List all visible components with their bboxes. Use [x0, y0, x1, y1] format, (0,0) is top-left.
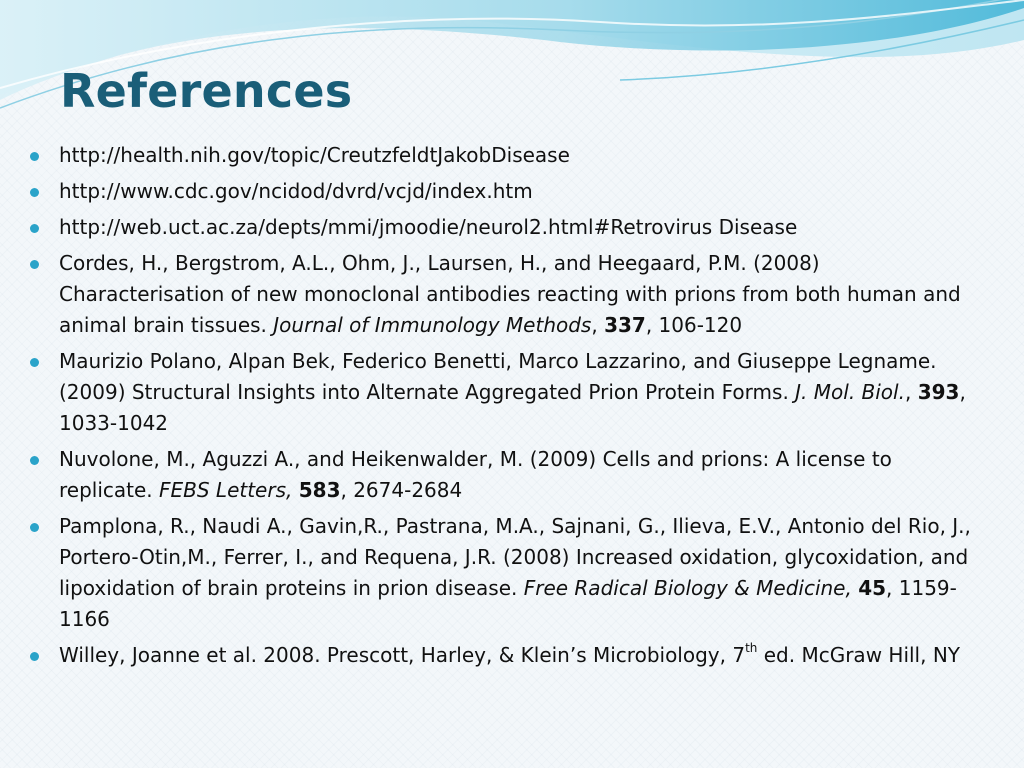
reference-item-nuvolone — [0, 444, 1024, 506]
bullet-icon — [30, 523, 39, 532]
reference-authors: Pamplona, R., Naudi A., Gavin,R., Pastrana, M.A., Sajnani, G., Ilieva, E.V., Antonio del Rio, J., Portero-Otin,M., Ferrer, I., and Requena, J.R. (2008) Increased oxidation, glycoxidation, and lipoxidation of brain proteins in prion disease. — [59, 514, 971, 600]
reference-journal: FEBS Letters, — [159, 478, 293, 502]
reference-volume: 337 — [604, 313, 646, 337]
reference-item-cdc — [0, 176, 1024, 207]
reference-pages: , 106-120 — [645, 313, 743, 337]
reference-item-uct — [0, 212, 1024, 243]
reference-separator: , — [591, 313, 605, 337]
bullet-icon — [30, 652, 39, 661]
reference-authors: Nuvolone, M., Aguzzi A., and Heikenwalder, M. (2009) Cells and prions: A license to replicate. — [59, 447, 892, 502]
bullet-icon — [30, 260, 39, 269]
reference-authors: Maurizio Polano, Alpan Bek, Federico Benetti, Marco Lazzarino, and Giuseppe Legname. (2009) Structural Insights into Alternate Aggregated Prion Protein Forms. — [59, 349, 937, 404]
reference-item-nih — [0, 140, 1024, 171]
reference-url: http://web.uct.ac.za/depts/mmi/jmoodie/neurol2.html#Retrovirus Disease — [59, 215, 798, 239]
references-list — [0, 140, 1024, 676]
bullet-icon — [30, 358, 39, 367]
reference-url: http://health.nih.gov/topic/CreutzfeldtJakobDisease — [59, 143, 570, 167]
reference-item-willey — [0, 640, 1024, 671]
reference-journal: J. Mol. Biol. — [795, 380, 905, 404]
reference-text-end: ed. McGraw Hill, NY — [757, 643, 961, 667]
reference-journal: Journal of Immunology Methods — [273, 313, 592, 337]
page-title: References — [60, 64, 353, 118]
bullet-icon — [30, 456, 39, 465]
reference-pages: , 1033-1042 — [59, 380, 966, 435]
bullet-icon — [30, 224, 39, 233]
reference-superscript: th — [745, 641, 758, 656]
reference-url: http://www.cdc.gov/ncidod/dvrd/vcjd/index.htm — [59, 179, 533, 203]
reference-volume: 583 — [298, 478, 341, 502]
reference-pages: , 2674-2684 — [340, 478, 463, 502]
reference-text: Willey, Joanne et al. 2008. Prescott, Harley, & Klein’s Microbiology, 7 — [59, 643, 746, 667]
reference-item-pamplona — [0, 511, 1024, 635]
bullet-icon — [30, 152, 39, 161]
reference-volume: 393 — [917, 380, 960, 404]
reference-item-cordes — [0, 248, 1024, 341]
reference-journal: Free Radical Biology & Medicine, — [523, 576, 852, 600]
bullet-icon — [30, 188, 39, 197]
reference-item-polano — [0, 346, 1024, 439]
reference-volume: 45 — [858, 576, 887, 600]
reference-separator: , — [904, 380, 918, 404]
reference-authors: Cordes, H., Bergstrom, A.L., Ohm, J., Laursen, H., and Heegaard, P.M. (2008) Characterisation of new monoclonal antibodies reacting with prions from both human and animal brain tissues. — [59, 251, 961, 337]
reference-pages: , 1159-1166 — [59, 576, 957, 631]
